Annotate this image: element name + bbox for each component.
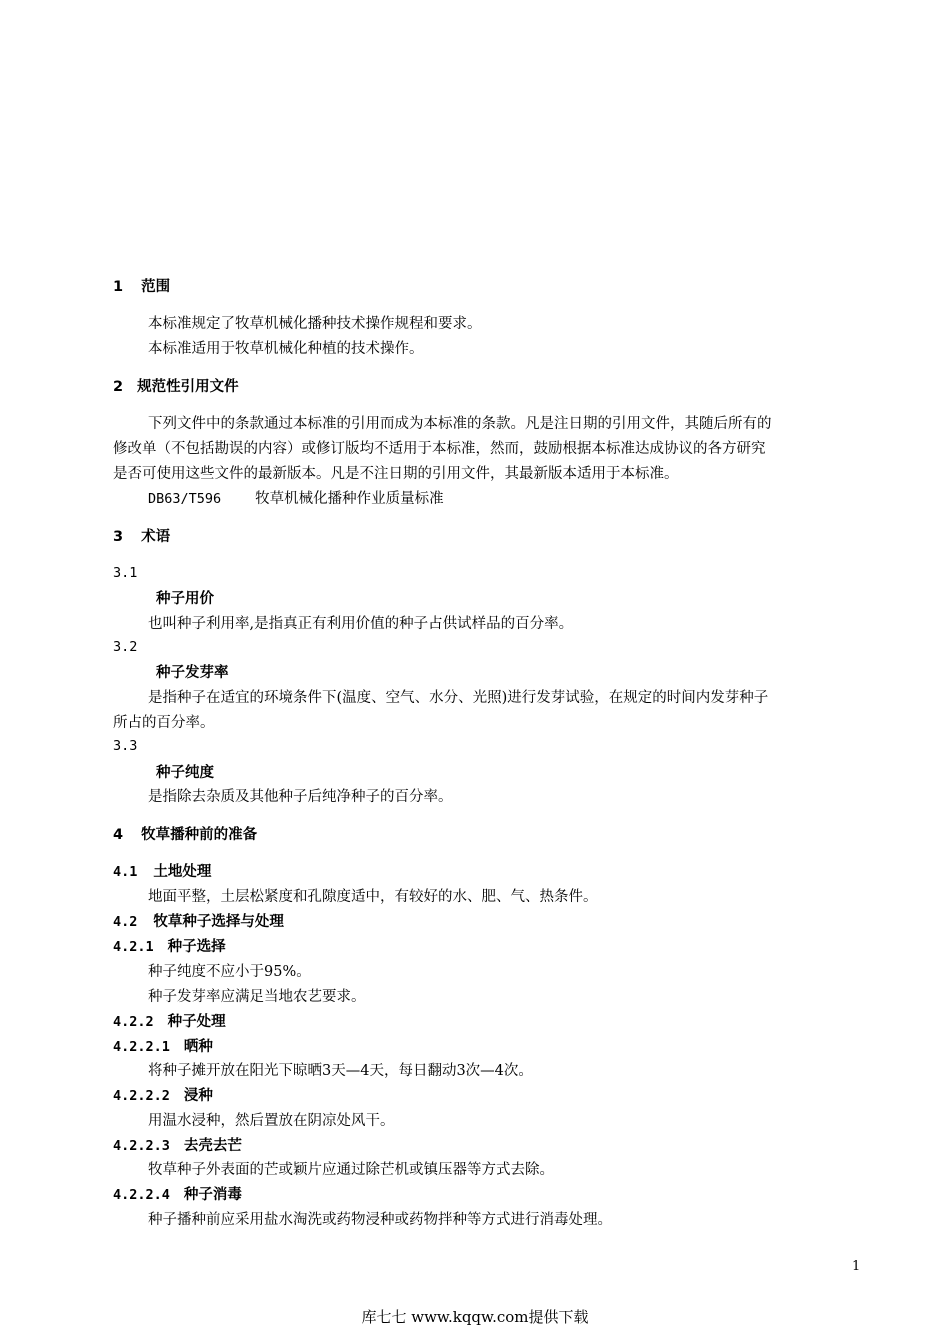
section-1-heading xyxy=(113,280,170,295)
section-3-heading xyxy=(113,530,170,545)
subsection-number: 4.2.2.1 xyxy=(113,1039,170,1055)
subsection-heading xyxy=(113,915,284,930)
subsection-heading xyxy=(113,1139,242,1154)
subsection-heading xyxy=(113,1089,213,1104)
term-definition: 也叫种子利用率,是指真正有利用价值的种子占供试样品的百分率。 xyxy=(148,616,574,632)
section-title: 术语 xyxy=(141,529,171,545)
paragraph: 用温水浸种，然后置放在阴凉处风干。 xyxy=(148,1113,395,1129)
term-definition: 所占的百分率。 xyxy=(113,715,215,731)
paragraph: 修改单（不包括勘误的内容）或修订版均不适用于本标准，然而，鼓励根据本标准达成协议的各方研究 xyxy=(113,441,766,457)
subsection-title: 去壳去芒 xyxy=(183,1138,242,1154)
paragraph: 本标准规定了牧草机械化播种技术操作规程和要求。 xyxy=(148,316,482,332)
section-number: 3 xyxy=(113,529,124,545)
term-title: 种子发芽率 xyxy=(156,665,229,681)
normative-reference xyxy=(148,492,444,507)
subsection-title: 晒种 xyxy=(183,1039,213,1055)
term-definition: 是指种子在适宜的环境条件下(温度、空气、水分、光照)进行发芽试验，在规定的时间内发芽种子 xyxy=(148,690,769,706)
subsection-title: 种子消毒 xyxy=(183,1187,242,1203)
section-title: 规范性引用文件 xyxy=(137,379,239,395)
term-title: 种子用价 xyxy=(156,591,214,607)
subsection-title: 土地处理 xyxy=(153,864,212,880)
subsection-heading xyxy=(113,1015,226,1030)
subsection-heading xyxy=(113,865,211,880)
paragraph: 地面平整，土层松紧度和孔隙度适中，有较好的水、肥、气、热条件。 xyxy=(148,889,598,905)
reference-title: 牧草机械化播种作业质量标准 xyxy=(255,491,444,507)
page-number: 1 xyxy=(852,1259,861,1274)
section-2-heading xyxy=(113,380,239,395)
paragraph: 是否可使用这些文件的最新版本。凡是不注日期的引用文件，其最新版本适用于本标准。 xyxy=(113,466,679,482)
section-number: 2 xyxy=(113,379,124,395)
paragraph: 种子纯度不应小于95%。 xyxy=(148,964,311,980)
subsection-number: 4.2.2.3 xyxy=(113,1138,170,1154)
paragraph: 本标准适用于牧草机械化种植的技术操作。 xyxy=(148,341,424,357)
section-number: 4 xyxy=(113,827,124,843)
term-number: 3.2 xyxy=(113,639,138,655)
section-number: 1 xyxy=(113,279,124,295)
subsection-number: 4.1 xyxy=(113,864,138,880)
term-definition: 是指除去杂质及其他种子后纯净种子的百分率。 xyxy=(148,789,453,805)
paragraph: 种子发芽率应满足当地农艺要求。 xyxy=(148,989,366,1005)
subsection-title: 种子选择 xyxy=(167,939,226,955)
subsection-heading xyxy=(113,1040,213,1055)
subsection-title: 浸种 xyxy=(183,1088,213,1104)
subsection-number: 4.2 xyxy=(113,914,138,930)
section-title: 牧草播种前的准备 xyxy=(141,827,258,843)
paragraph: 牧草种子外表面的芒或颖片应通过除芒机或镇压器等方式去除。 xyxy=(148,1162,554,1178)
section-4-heading xyxy=(113,828,257,843)
paragraph: 将种子摊开放在阳光下晾晒3天—4天，每日翻动3次—4次。 xyxy=(148,1063,533,1079)
paragraph: 下列文件中的条款通过本标准的引用而成为本标准的条款。凡是注日期的引用文件，其随后所有的 xyxy=(148,416,772,432)
subsection-number: 4.2.2 xyxy=(113,1014,154,1030)
term-number: 3.1 xyxy=(113,565,138,581)
subsection-number: 4.2.2.4 xyxy=(113,1187,170,1203)
subsection-title: 牧草种子选择与处理 xyxy=(153,914,284,930)
paragraph: 种子播种前应采用盐水淘洗或药物浸种或药物拌种等方式进行消毒处理。 xyxy=(148,1212,612,1228)
subsection-title: 种子处理 xyxy=(167,1014,226,1030)
term-title: 种子纯度 xyxy=(156,765,214,781)
footer-download-note: 库七七 www.kqqw.com提供下载 xyxy=(361,1308,589,1326)
subsection-number: 4.2.2.2 xyxy=(113,1088,170,1104)
subsection-heading xyxy=(113,1188,242,1203)
reference-code: DB63/T596 xyxy=(148,491,222,507)
term-number: 3.3 xyxy=(113,738,138,754)
section-title: 范围 xyxy=(141,279,171,295)
subsection-heading xyxy=(113,940,226,955)
subsection-number: 4.2.1 xyxy=(113,939,154,955)
